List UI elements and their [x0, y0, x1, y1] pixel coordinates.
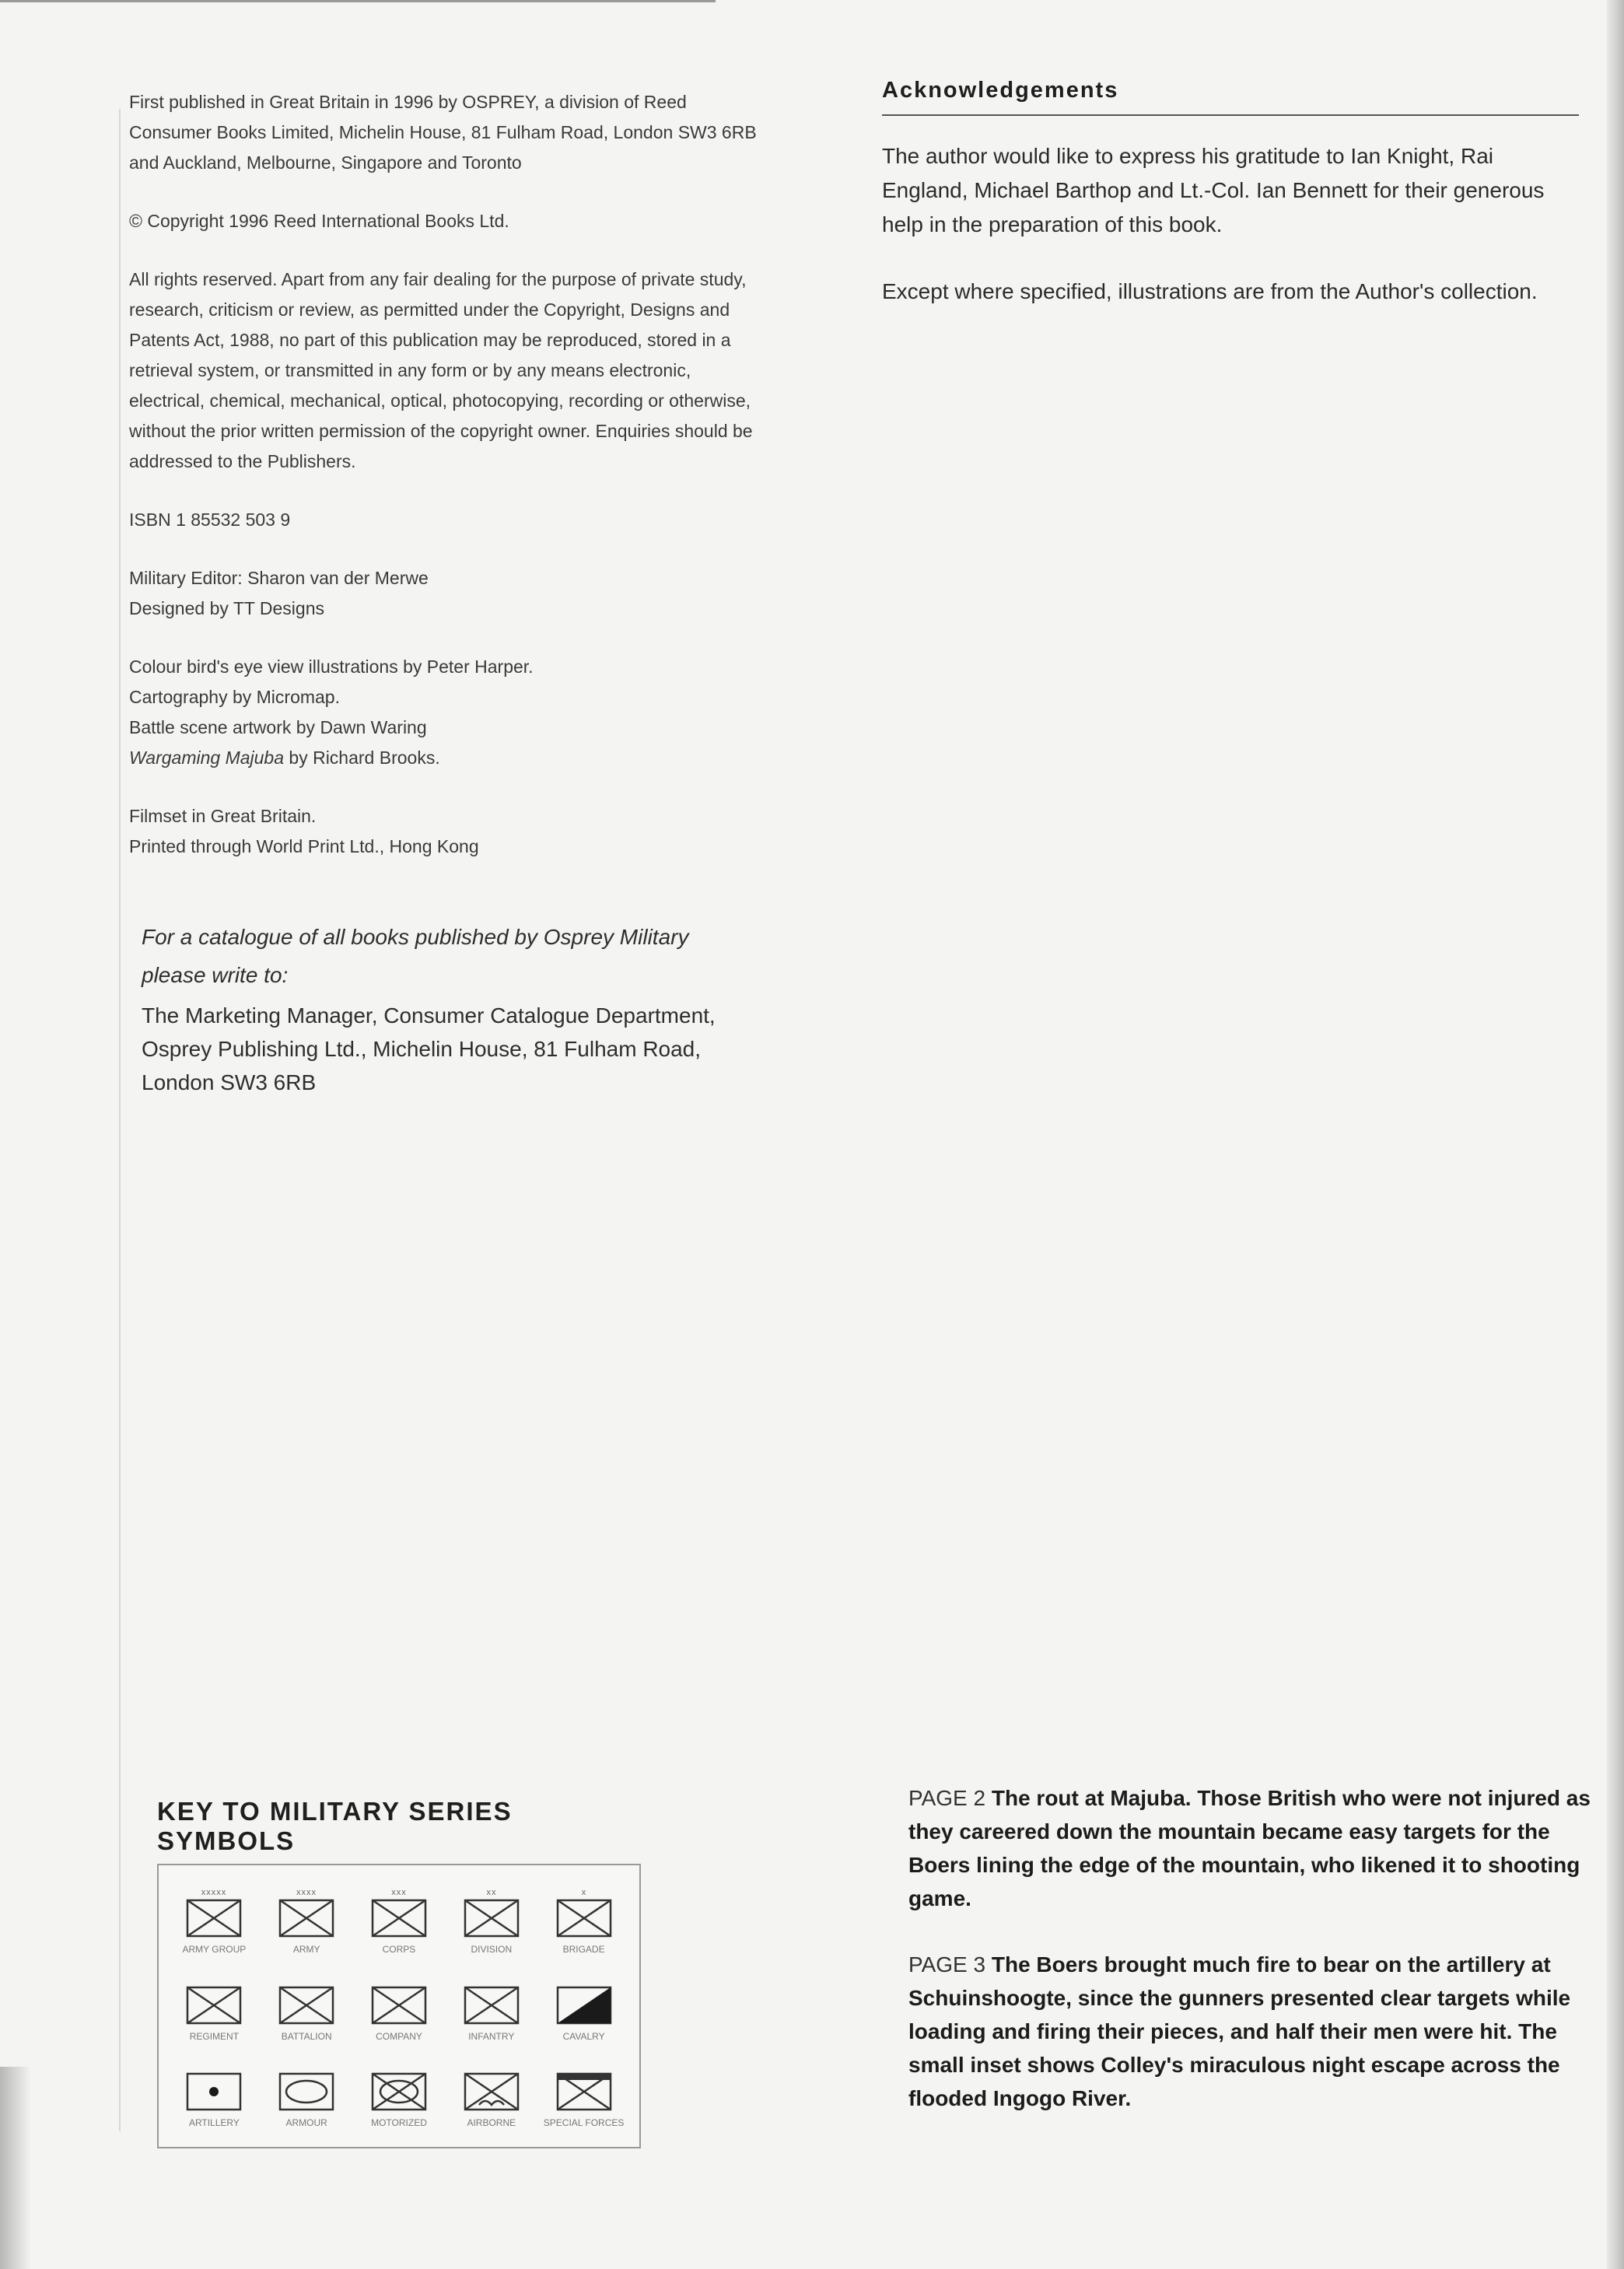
- gutter-line: [119, 109, 121, 2131]
- caption-page-3: [908, 1948, 1608, 2115]
- symbol-label: ARMY GROUP: [182, 1944, 247, 1956]
- symbol-label: DIVISION: [471, 1944, 513, 1956]
- address-line: London SW3 6RB: [142, 1070, 317, 1094]
- key-title: KEY TO MILITARY SERIES SYMBOLS: [157, 1797, 513, 1855]
- publication-block: [129, 87, 845, 178]
- echelon-marker: xxxxx: [201, 1888, 227, 1898]
- symbol-regiment: [168, 1966, 261, 2052]
- unit-x-icon: [454, 1972, 529, 2028]
- symbol-armour: [261, 2053, 353, 2139]
- caption-page-ref: PAGE 3: [908, 1952, 986, 1977]
- unit-x-icon: [362, 1885, 436, 1941]
- catalogue-intro-line: For a catalogue of all books published by Osprey Military: [142, 925, 689, 949]
- echelon-marker: xx: [486, 1888, 497, 1898]
- heading-rule: [882, 114, 1579, 116]
- battle-artwork-credit: Battle scene artwork by Dawn Waring: [129, 717, 427, 737]
- rights-line: without the prior written permission of the copyright owner. Enquiries should be: [129, 421, 753, 441]
- caption-text: The Boers brought much fire to bear on the artillery at Schuinshoogte, since the gunners presented clear targets while loading and firing their pieces, and half their men were hit. The small inset shows Colley's miraculous night escape across the flooded Ingogo River.: [908, 1952, 1571, 2110]
- echelon-marker: x: [581, 1888, 586, 1898]
- print-block: [129, 801, 845, 862]
- isbn: ISBN 1 85532 503 9: [129, 509, 291, 530]
- publication-line: First published in Great Britain in 1996 by OSPREY, a division of Reed: [129, 92, 687, 112]
- military-symbols-key: [157, 1797, 655, 2148]
- unit-x-icon: [177, 1972, 251, 2028]
- symbol-label: BATTALION: [281, 2030, 332, 2042]
- page-top-edge: [0, 0, 716, 2]
- page-right-edge: [1607, 0, 1624, 2269]
- armour-icon: [269, 2058, 344, 2114]
- symbol-special-forces: [537, 2053, 630, 2139]
- printed-line: Printed through World Print Ltd., Hong Kong: [129, 836, 479, 856]
- rights-line: All rights reserved. Apart from any fair dealing for the purpose of private study,: [129, 269, 747, 289]
- caption-page-ref: PAGE 2: [908, 1786, 986, 1810]
- symbol-label: BRIGADE: [562, 1944, 605, 1956]
- copyright-block: [129, 206, 845, 236]
- address-line: The Marketing Manager, Consumer Catalogue Department,: [142, 1003, 716, 1028]
- acknowledgements-section: [882, 78, 1582, 341]
- wargaming-author: by Richard Brooks.: [284, 748, 440, 768]
- catalogue-address: [142, 999, 810, 1099]
- symbol-infantry: [445, 1966, 537, 2052]
- publication-line: and Auckland, Melbourne, Singapore and Toronto: [129, 152, 522, 173]
- unit-x-icon: [362, 1972, 436, 2028]
- symbol-label: INFANTRY: [468, 2030, 515, 2042]
- acknowledgements-heading: Acknowledgements: [882, 78, 1119, 103]
- rights-line: Patents Act, 1988, no part of this publication may be reproduced, stored in a: [129, 330, 731, 350]
- symbol-brigade: [537, 1879, 630, 1966]
- unit-x-icon: [547, 1885, 621, 1941]
- rights-line: addressed to the Publishers.: [129, 451, 356, 471]
- catalogue-intro: [142, 918, 810, 994]
- artillery-icon: [177, 2058, 251, 2114]
- symbol-motorized: [353, 2053, 446, 2139]
- caption-text: The rout at Majuba. Those British who were not injured as they careered down the mountain became easy targets for the Boers lining the edge of the mountain, who likened it to shooting game.: [908, 1786, 1591, 1910]
- address-line: Osprey Publishing Ltd., Michelin House, 81 Fulham Road,: [142, 1037, 702, 1061]
- symbol-label: ARTILLERY: [188, 2117, 240, 2128]
- unit-x-icon: [177, 1885, 251, 1941]
- symbol-label: AIRBORNE: [467, 2117, 516, 2128]
- isbn-block: [129, 505, 845, 535]
- catalogue-notice: [142, 918, 810, 1099]
- credits-block: [129, 652, 845, 773]
- symbol-division: [445, 1879, 537, 1966]
- imprint-column: [129, 87, 845, 890]
- picture-captions: [908, 1781, 1608, 2148]
- cavalry-icon: [547, 1972, 621, 2028]
- symbol-label: CORPS: [382, 1944, 416, 1956]
- acknowledgements-paragraph: Except where specified, illustrations are from the Author's collection.: [882, 279, 1538, 303]
- symbol-label: COMPANY: [376, 2030, 422, 2042]
- symbol-army: [261, 1879, 353, 1966]
- echelon-marker: xxxx: [296, 1888, 317, 1898]
- symbol-battalion: [261, 1966, 353, 2052]
- rights-line: research, criticism or review, as permitted under the Copyright, Designs and: [129, 299, 730, 320]
- symbol-army-group: [168, 1879, 261, 1966]
- copyright-line: © Copyright 1996 Reed International Books Ltd.: [129, 211, 509, 231]
- symbols-grid: [157, 1864, 641, 2148]
- filmset-line: Filmset in Great Britain.: [129, 806, 317, 826]
- wargaming-credit: [129, 743, 845, 773]
- symbol-cavalry: [537, 1966, 630, 2052]
- caption-page-2: [908, 1781, 1608, 1915]
- symbol-label: SPECIAL FORCES: [543, 2117, 625, 2128]
- symbol-label: ARMY: [292, 1944, 320, 1956]
- rights-line: retrieval system, or transmitted in any form or by any means electronic,: [129, 360, 691, 380]
- wargaming-title: Wargaming Majuba: [129, 748, 285, 768]
- airborne-icon: [454, 2058, 529, 2114]
- military-editor: Military Editor: Sharon van der Merwe: [129, 568, 429, 588]
- unit-x-icon: [269, 1885, 344, 1941]
- unit-x-icon: [454, 1885, 529, 1941]
- unit-x-icon: [269, 1972, 344, 2028]
- echelon-marker: xxx: [391, 1888, 407, 1898]
- symbol-airborne: [445, 2053, 537, 2139]
- cartography-credit: Cartography by Micromap.: [129, 687, 340, 707]
- binding-shadow: [0, 2067, 31, 2269]
- symbol-label: CAVALRY: [562, 2030, 605, 2042]
- editor-block: [129, 563, 845, 624]
- special-forces-icon: [547, 2058, 621, 2114]
- symbol-label: REGIMENT: [189, 2030, 240, 2042]
- publication-line: Consumer Books Limited, Michelin House, 81 Fulham Road, London SW3 6RB: [129, 122, 757, 142]
- designed-by: Designed by TT Designs: [129, 598, 325, 618]
- colour-illustrations-credit: Colour bird's eye view illustrations by Peter Harper.: [129, 657, 534, 677]
- acknowledgements-paragraph: The author would like to express his gratitude to Ian Knight, Rai England, Michael Barthop and Lt.-Col. Ian Bennett for their generous help in the preparation of this book.: [882, 144, 1545, 236]
- motorized-icon: [362, 2058, 436, 2114]
- symbol-label: MOTORIZED: [371, 2117, 427, 2128]
- symbol-corps: [353, 1879, 446, 1966]
- rights-block: [129, 264, 845, 477]
- acknowledgements-body: [882, 139, 1582, 309]
- rights-line: electrical, chemical, mechanical, optical, photocopying, recording or otherwise,: [129, 390, 751, 411]
- symbol-label: ARMOUR: [285, 2117, 327, 2128]
- symbol-company: [353, 1966, 446, 2052]
- catalogue-intro-line: please write to:: [142, 963, 289, 987]
- symbol-artillery: [168, 2053, 261, 2139]
